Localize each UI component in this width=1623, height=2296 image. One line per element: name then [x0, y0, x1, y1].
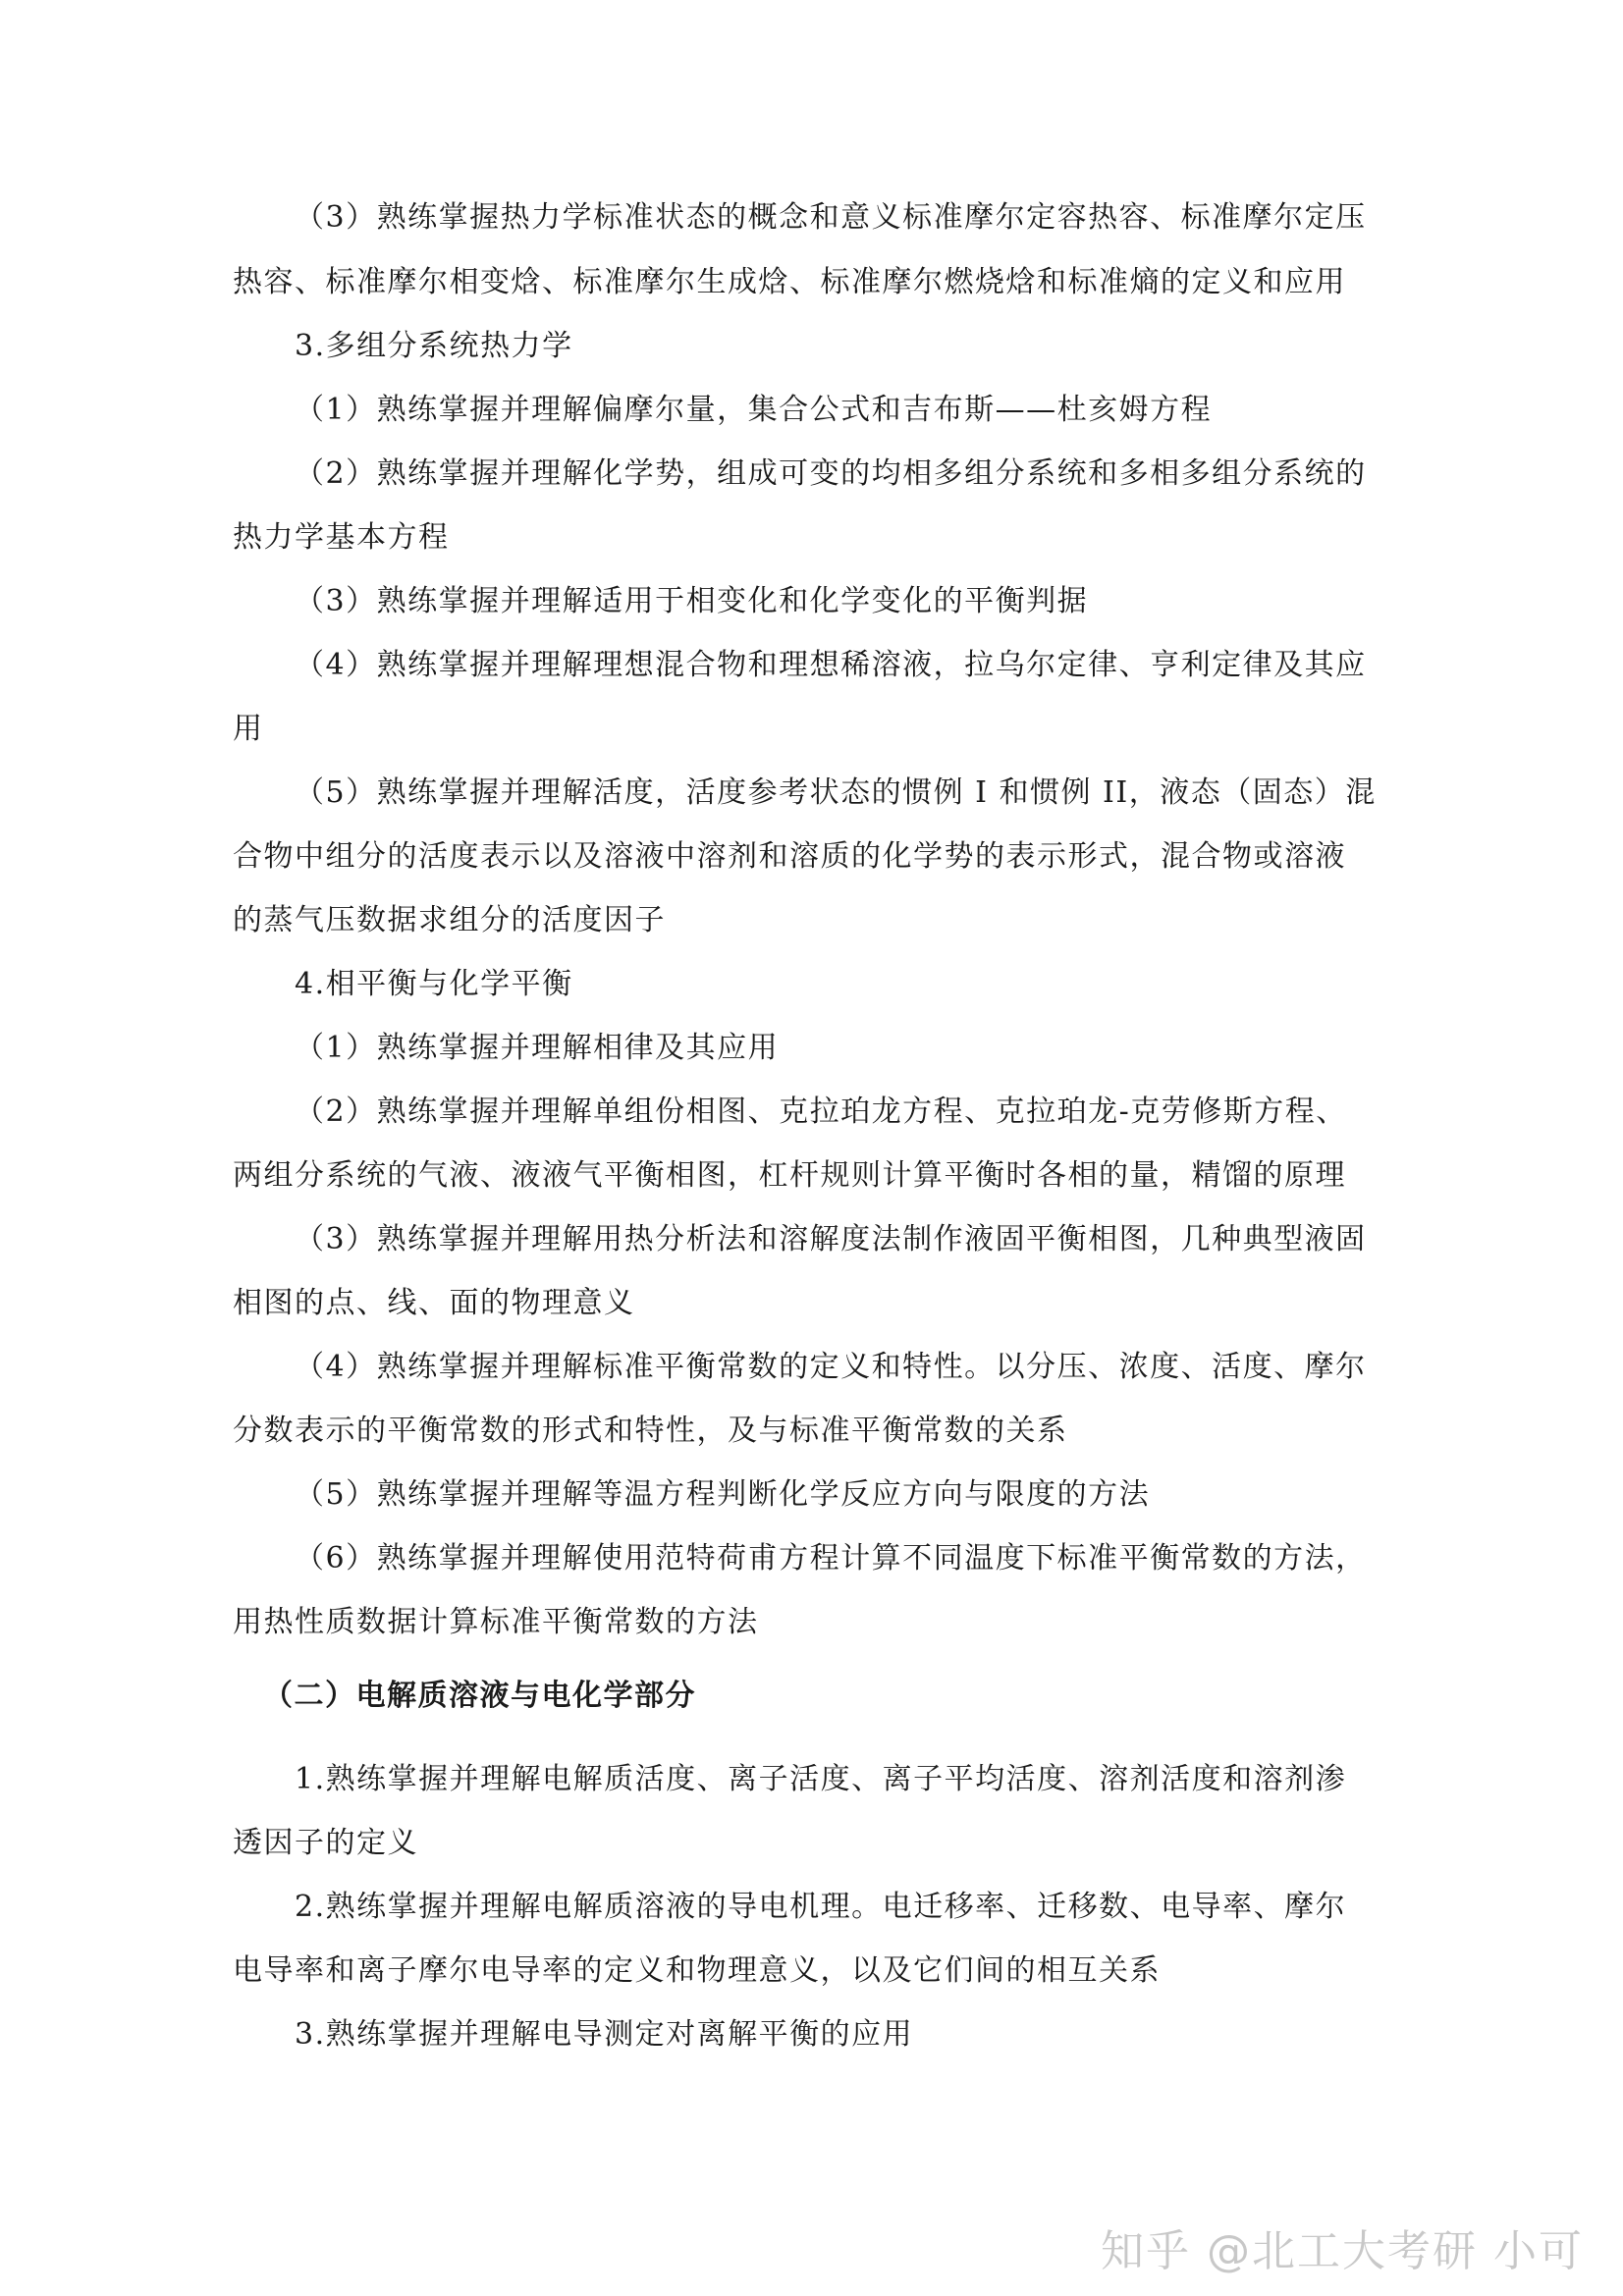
- text-line: （5）熟练掌握并理解活度，活度参考状态的惯例 I 和惯例 II，液态（固态）混: [295, 775, 1377, 810]
- text-line: 的蒸气压数据求组分的活度因子: [233, 903, 666, 937]
- text-line: （6）熟练掌握并理解使用范特荷甫方程计算不同温度下标准平衡常数的方法，: [295, 1541, 1367, 1575]
- text-line: 相图的点、线、面的物理意义: [233, 1286, 635, 1320]
- section-heading: 4.相平衡与化学平衡: [295, 967, 573, 1001]
- text-line: 分数表示的平衡常数的形式和特性，及与标准平衡常数的关系: [233, 1414, 1068, 1448]
- part-heading: （二）电解质溶液与电化学部分: [263, 1679, 696, 1713]
- text-line: （3）熟练掌握并理解适用于相变化和化学变化的平衡判据: [295, 584, 1089, 618]
- text-line: 3.熟练掌握并理解电导测定对离解平衡的应用: [295, 2017, 914, 2052]
- section-heading: 3.多组分系统热力学: [295, 329, 573, 363]
- text-line: （1）熟练掌握并理解偏摩尔量，集合公式和吉布斯——杜亥姆方程: [295, 393, 1213, 427]
- text-line: 用: [233, 712, 264, 746]
- text-line: 2.熟练掌握并理解电解质溶液的导电机理。电迁移率、迁移数、电导率、摩尔: [295, 1890, 1347, 1924]
- text-line: （2）熟练掌握并理解化学势，组成可变的均相多组分系统和多相多组分系统的: [295, 456, 1367, 491]
- text-line: （2）熟练掌握并理解单组份相图、克拉珀龙方程、克拉珀龙-克劳修斯方程、: [295, 1095, 1347, 1129]
- text-line: （1）熟练掌握并理解相律及其应用: [295, 1031, 780, 1065]
- text-line: 热容、标准摩尔相变焓、标准摩尔生成焓、标准摩尔燃烧焓和标准熵的定义和应用: [233, 265, 1346, 299]
- text-line: 热力学基本方程: [233, 520, 450, 555]
- watermark: 知乎 @北工大考研 小可: [1101, 2226, 1584, 2276]
- text-line: 合物中组分的活度表示以及溶液中溶剂和溶质的化学势的表示形式，混合物或溶液: [233, 839, 1346, 874]
- text-line: 透因子的定义: [233, 1826, 418, 1860]
- text-line: 两组分系统的气液、液液气平衡相图，杠杆规则计算平衡时各相的量，精馏的原理: [233, 1158, 1346, 1193]
- text-line: （3）熟练掌握热力学标准状态的概念和意义标准摩尔定容热容、标准摩尔定压: [295, 200, 1367, 235]
- text-line: （4）熟练掌握并理解理想混合物和理想稀溶液，拉乌尔定律、亨利定律及其应: [295, 648, 1367, 682]
- text-line: 1.熟练掌握并理解电解质活度、离子活度、离子平均活度、溶剂活度和溶剂渗: [295, 1762, 1347, 1796]
- text-line: 用热性质数据计算标准平衡常数的方法: [233, 1605, 759, 1639]
- text-line: 电导率和离子摩尔电导率的定义和物理意义，以及它们间的相互关系: [233, 1953, 1161, 1988]
- text-line: （5）熟练掌握并理解等温方程判断化学反应方向与限度的方法: [295, 1477, 1151, 1512]
- text-line: （3）熟练掌握并理解用热分析法和溶解度法制作液固平衡相图，几种典型液固: [295, 1222, 1367, 1256]
- text-line: （4）熟练掌握并理解标准平衡常数的定义和特性。以分压、浓度、活度、摩尔: [295, 1350, 1367, 1384]
